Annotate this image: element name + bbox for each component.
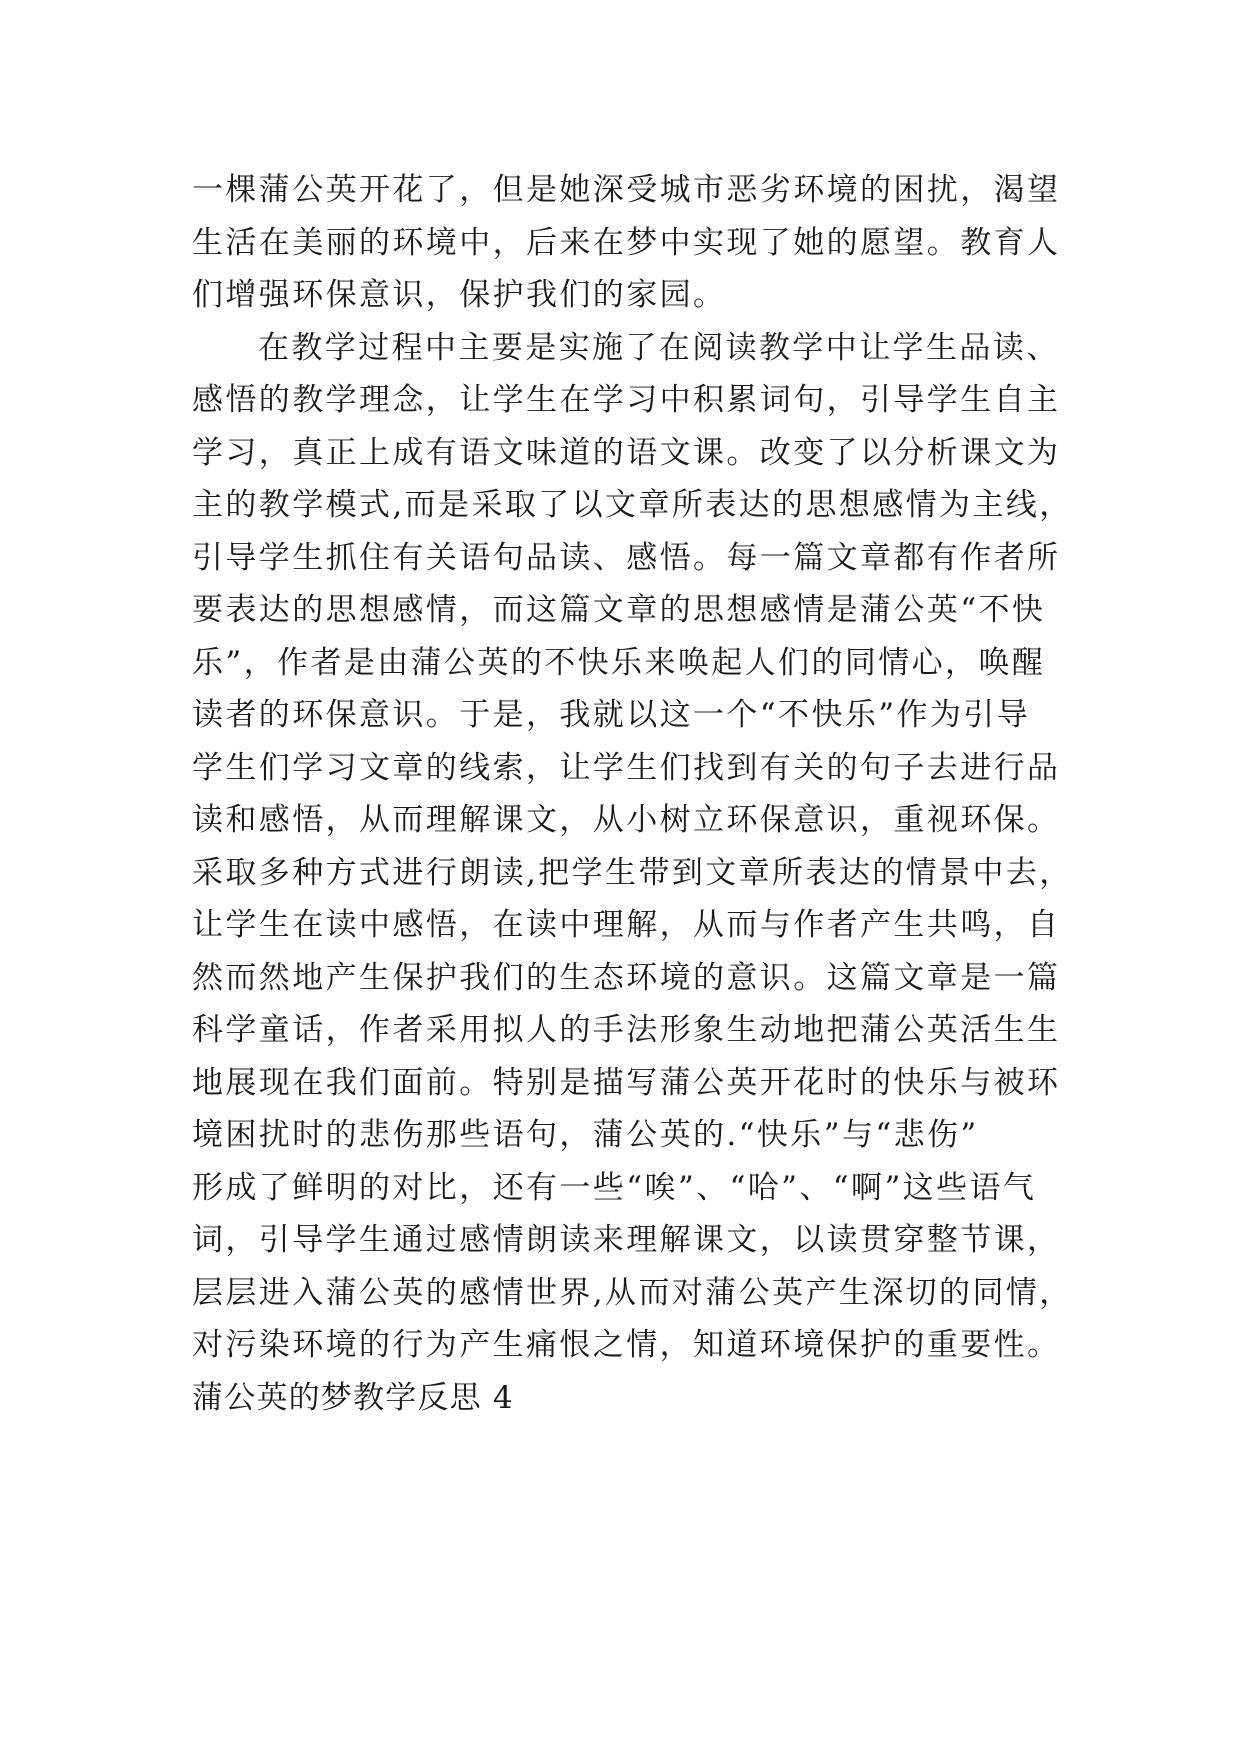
text-line: 地展现在我们面前。特别是描写蒲公英开花时的快乐与被环 [192,1064,1061,1101]
text-line: 一棵蒲公英开花了，但是她深受城市恶劣环境的困扰，渴望 [192,172,1061,208]
text-line: 境困扰时的悲伤那些语句，蒲公英的.“快乐”与“悲伤” [192,1117,979,1153]
text-line: 主的教学模式,而是采取了以文章所表达的思想感情为主线， [192,487,1073,523]
document-body [192,164,1073,1424]
text-line: 在教学过程中主要是实施了在阅读教学中让学生品读、 [258,329,1060,366]
text-line: 引导学生抓住有关语句品读、感悟。每一篇文章都有作者所 [192,539,1061,576]
text-line: 读和感悟，从而理解课文，从小树立环保意识，重视环保。 [192,802,1061,838]
text-line: 感悟的教学理念，让学生在学习中积累词句，引导学生自主 [192,382,1061,418]
text-line: 让学生在读中感悟，在读中理解，从而与作者产生共鸣，自 [192,907,1061,943]
text-line: 层层进入蒲公英的感情世界,从而对蒲公英产生深切的同情， [192,1274,1073,1311]
section-heading: 蒲公英的梦教学反思 4 [192,1379,514,1416]
text-line: 生活在美丽的环境中，后来在梦中实现了她的愿望。教育人 [192,224,1061,261]
text-line: 词，引导学生通过感情朗读来理解课文，以读贯穿整节课， [192,1222,1061,1258]
text-line: 然而然地产生保护我们的生态环境的意识。这篇文章是一篇 [192,959,1061,996]
text-line: 对污染环境的行为产生痛恨之情，知道环境保护的重要性。 [192,1327,1061,1363]
text-line: 要表达的思想感情，而这篇文章的思想感情是蒲公英“不快 [192,592,1046,628]
text-line: 形成了鲜明的对比，还有一些“唉”、“哈”、“啊”这些语气 [192,1169,1037,1206]
text-line: 学习，真正上成有语文味道的语文课。改变了以分析课文为 [192,434,1061,471]
text-line: 读者的环保意识。于是，我就以这一个“不快乐”作为引导 [192,697,1031,733]
text-line: 学生们学习文章的线索，让学生们找到有关的句子去进行品 [192,749,1061,786]
text-line: 采取多种方式进行朗读,把学生带到文章所表达的情景中去， [192,854,1073,891]
text-line: 乐”，作者是由蒲公英的不快乐来唤起人们的同情心，唤醒 [192,644,1046,681]
text-line: 科学童话，作者采用拟人的手法形象生动地把蒲公英活生生 [192,1012,1061,1048]
paragraph-reflection [192,322,1073,1372]
text-line: 们增强环保意识，保护我们的家园。 [192,277,727,313]
paragraph-intro [192,164,1061,322]
